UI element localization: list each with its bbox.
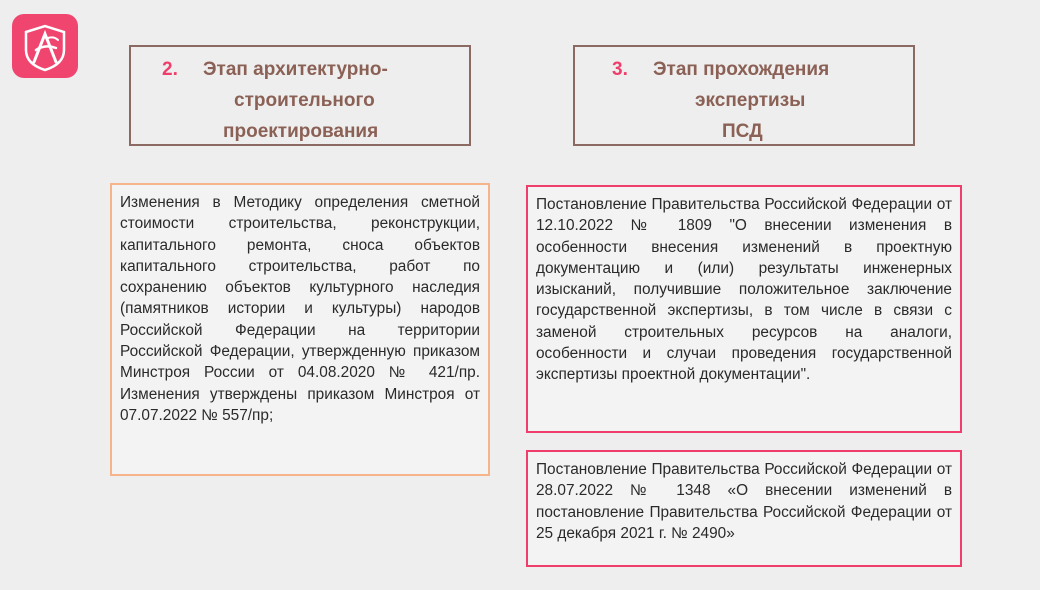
- stage-3-card: [573, 45, 915, 146]
- resolution-1348-box: [526, 450, 962, 567]
- methodology-changes-text: Изменения в Методику определения сметной стоимости строительства, реконструкции, капитального ремонта, сноса объектов капитального строительства, работ по сохранению объектов культурного наследия (памятников истории и культуры) народов Российской Федерации на территории Российской Федерации, утвержденную приказом Минстроя России от 04.08.2020 № 421/пр. Изменения утверждены приказом Минстроя от 07.07.2022 № 557/пр;: [120, 194, 480, 424]
- resolution-1809-box: [526, 185, 962, 433]
- methodology-changes-box: [110, 183, 490, 476]
- resolution-1348-text: Постановление Правительства Российской Федерации от 28.07.2022 № 1348 «О внесении изменений в постановление Правительства Российской Федерации от 25 декабря 2021 г. № 2490»: [536, 461, 952, 542]
- stage-2-title-line-2: строительного: [234, 90, 375, 111]
- stage-3-title-line-2: экспертизы: [695, 90, 806, 111]
- stage-2-number: 2.: [162, 59, 178, 80]
- stage-2-title-line-1: Этап архитектурно-: [203, 59, 388, 80]
- stage-3-number: 3.: [612, 59, 628, 80]
- stage-3-title-line-3: ПСД: [722, 121, 763, 142]
- stage-2-card: [129, 45, 471, 146]
- stage-3-title-line-1: Этап прохождения: [653, 59, 830, 80]
- resolution-1809-text: Постановление Правительства Российской Федерации от 12.10.2022 № 1809 "О внесении изменения в особенности внесения изменений в проектную документацию и (или) результаты инженерных изысканий, получившие положительное заключение государственной экспертизы, в том числе в связи с заменой строительных ресурсов на аналоги, особенности и случаи проведения государственной экспертизы проектной документации".: [536, 196, 952, 384]
- monogram-logo-icon: [12, 14, 78, 78]
- stage-2-title-line-3: проектирования: [223, 121, 379, 142]
